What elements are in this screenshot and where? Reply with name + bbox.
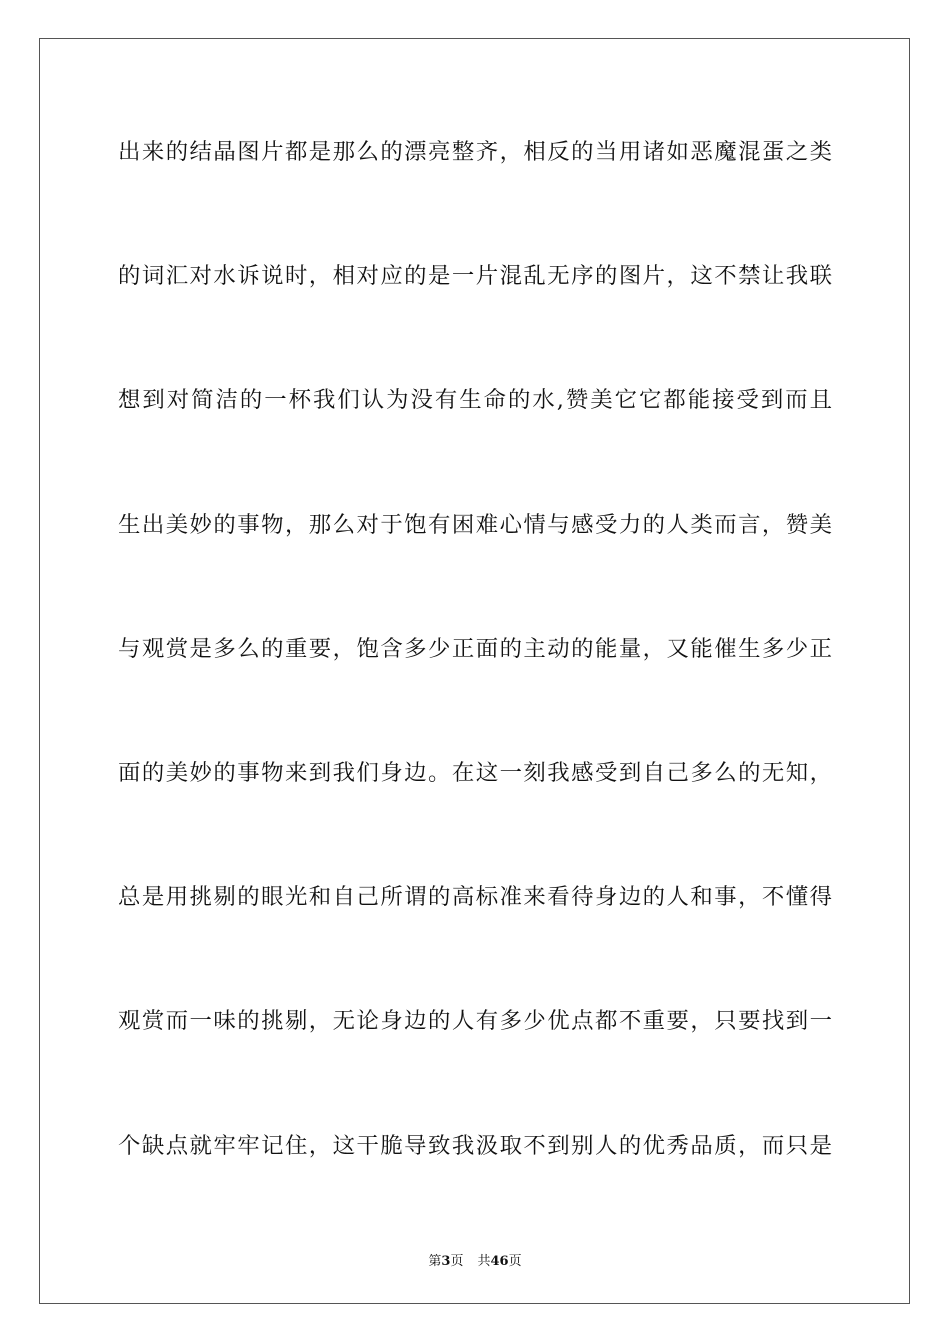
text-line-3: 想到对简洁的一杯我们认为没有生命的水,赞美它它都能接受到而且 (118, 387, 832, 414)
text-line-6: 面的美妙的事物来到我们身边。在这一刻我感受到自己多么的无知， (118, 759, 832, 786)
document-body (118, 130, 832, 1248)
page-suffix: 页 (450, 1254, 464, 1269)
text-line-7: 总是用挑剔的眼光和自己所谓的高标准来看待身边的人和事，不懂得 (118, 884, 832, 911)
text-line-8: 观赏而一味的挑剔，无论身边的人有多少优点都不重要，只要找到一 (118, 1008, 832, 1035)
page-number: 3 (441, 1254, 451, 1269)
text-line-9: 个缺点就牢牢记住，这干脆导致我汲取不到别人的优秀品质，而只是 (118, 1132, 832, 1159)
text-line-2: 的词汇对水诉说时，相对应的是一片混乱无序的图片，这不禁让我联 (118, 263, 832, 290)
page-prefix: 第 (428, 1254, 442, 1269)
total-pages: 46 (490, 1254, 509, 1269)
text-line-4: 生出美妙的事物，那么对于饱有困难心情与感受力的人类而言，赞美 (118, 511, 832, 538)
text-line-5: 与观赏是多么的重要，饱含多少正面的主动的能量，又能催生多少正 (118, 635, 832, 662)
text-line-1: 出来的结晶图片都是那么的漂亮整齐，相反的当用诸如恶魔混蛋之类 (118, 139, 832, 165)
page-footer (0, 1250, 950, 1269)
total-suffix: 页 (508, 1254, 522, 1269)
total-prefix: 共 (477, 1254, 491, 1269)
